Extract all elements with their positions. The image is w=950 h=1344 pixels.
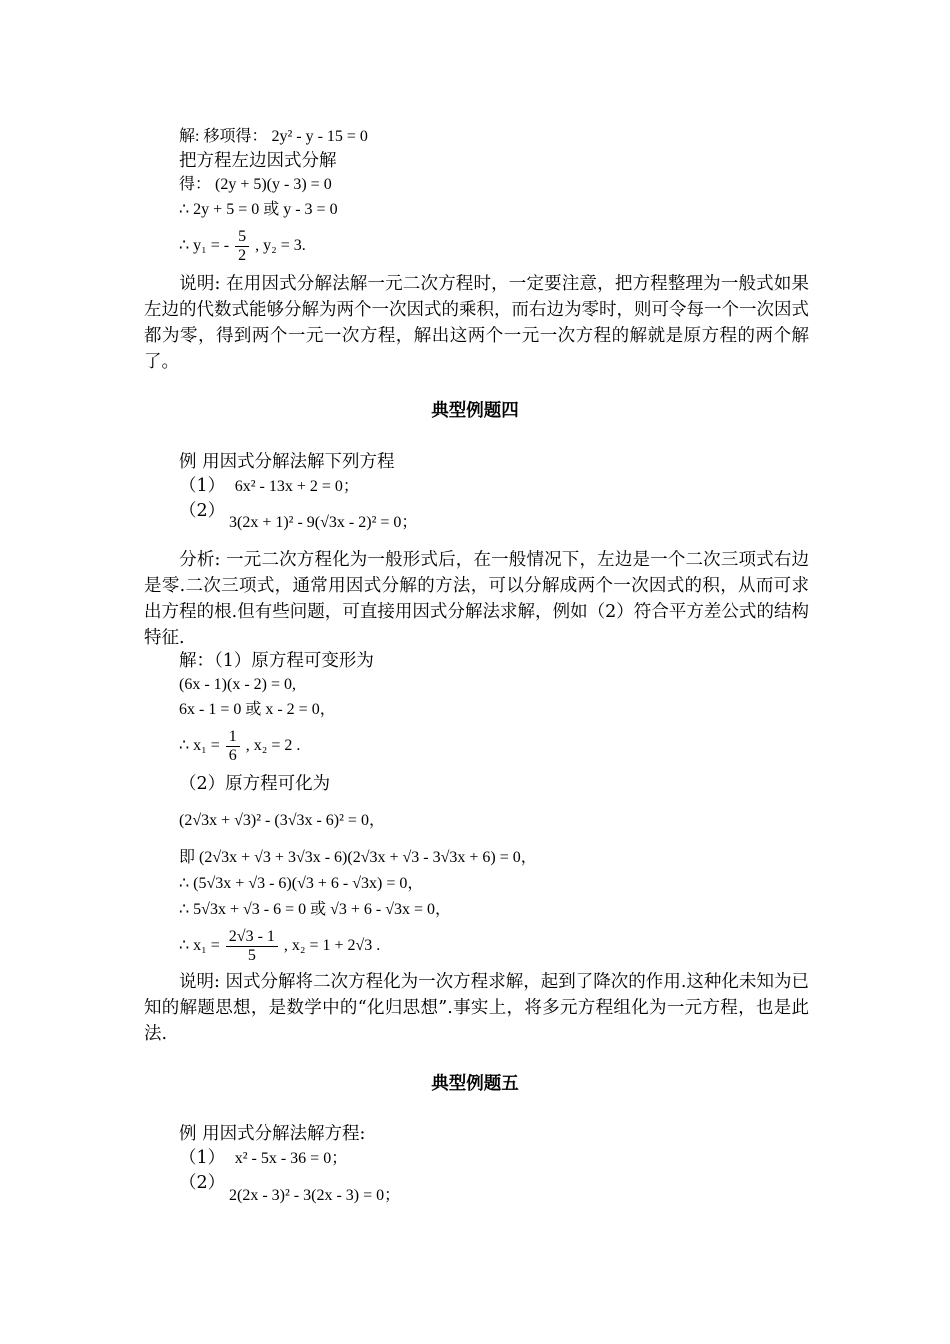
solution-step-move-terms: 解: 移项得： 2y² - y - 15 = 0 bbox=[179, 128, 368, 145]
problem-equation: 6x² - 13x + 2 = 0； bbox=[234, 478, 359, 495]
fraction bbox=[226, 928, 278, 965]
solution-step: (2√3x + √3)² - (3√3x - 6)² = 0， bbox=[179, 812, 385, 829]
note-text: 说明: 在用因式分解法解一元二次方程时，一定要注意，把方程整理为一般式如果左边的代数式能够分解为两个一次因式的乘积，而右边为零时，则可令每一个一次因式都为零，得到两个一元一次方程，解出这两个一元一次方程的解就是原方程的两个解了。 bbox=[144, 274, 809, 372]
note-paragraph bbox=[144, 969, 809, 1047]
problem-2-equation: 3(2x + 1)² - 9(√3x - 2)² = 0； bbox=[229, 514, 418, 531]
section-heading: 典型例题四 bbox=[431, 401, 519, 421]
solution-step-factor-text: 把方程左边因式分解 bbox=[179, 151, 337, 171]
solution-step: 6x - 1 = 0 或 x - 2 = 0， bbox=[179, 701, 336, 718]
result-suffix: , x₂ = 2 . bbox=[245, 737, 301, 755]
result-prefix: ∴ x₁ = bbox=[179, 937, 220, 955]
problem-label: （1） bbox=[179, 476, 226, 496]
problem-2-equation: 2(2x - 3)² - 3(2x - 3) = 0； bbox=[229, 1187, 401, 1204]
solution-step: ∴ 5√3x + √3 - 6 = 0 或 √3 + 6 - √3x = 0， bbox=[179, 901, 452, 918]
fraction-denominator: 6 bbox=[228, 747, 237, 764]
fraction-numerator: 2√3 - 1 bbox=[226, 928, 278, 947]
problem-equation: x² - 5x - 36 = 0； bbox=[234, 1150, 348, 1167]
fraction bbox=[226, 728, 240, 765]
result-prefix: ∴ x₁ = bbox=[179, 737, 220, 755]
example-prompt: 例 用因式分解法解方程: bbox=[179, 1124, 366, 1144]
problem-1 bbox=[179, 475, 359, 498]
fraction-denominator: 2 bbox=[238, 247, 247, 264]
solution-result bbox=[179, 928, 380, 965]
example-prompt: 例 用因式分解法解下列方程 bbox=[179, 452, 395, 472]
fraction bbox=[235, 228, 249, 265]
solution-step: ∴ (5√3x + √3 - 6)(√3 + 6 - √3x) = 0， bbox=[179, 875, 424, 892]
analysis-text: 分析: 一元二次方程化为一般形式后，在一般情况下，左边是一个二次三项式右边是零.二次三项式，通常用因式分解的方法，可以分解成两个一次因式的积，从而可求出方程的根.但有些问题，可直接用因式分解法求解，例如（2）符合平方差公式的结构特征. bbox=[144, 550, 809, 648]
result-prefix: ∴ y₁ = - bbox=[179, 237, 230, 255]
problem-label: （1） bbox=[179, 1148, 226, 1168]
fraction-numerator: 1 bbox=[226, 728, 240, 747]
solution-step-factored: 得： (2y + 5)(y - 3) = 0 bbox=[179, 176, 332, 193]
problem-2-label: （2） bbox=[179, 1173, 226, 1193]
fraction-denominator: 5 bbox=[247, 947, 256, 964]
solution-step: (6x - 1)(x - 2) = 0, bbox=[179, 676, 296, 693]
problem-2-label: （2） bbox=[179, 501, 226, 521]
solution-heading: 解：（1）原方程可变形为 bbox=[179, 651, 374, 671]
solution-step: 即 (2√3x + √3 + 3√3x - 6)(2√3x + √3 - 3√3x + 6) = 0， bbox=[179, 849, 537, 866]
solution-result bbox=[179, 228, 306, 265]
solution-result bbox=[179, 728, 300, 765]
result-suffix: , y₂ = 3. bbox=[255, 237, 306, 255]
fraction-numerator: 5 bbox=[235, 228, 249, 247]
section-heading: 典型例题五 bbox=[431, 1074, 519, 1094]
solution-step-split: ∴ 2y + 5 = 0 或 y - 3 = 0 bbox=[179, 201, 338, 218]
problem-1 bbox=[179, 1147, 347, 1170]
solution-subheading: （2）原方程可化为 bbox=[179, 774, 331, 794]
note-text: 说明: 因式分解将二次方程化为一次方程求解，起到了降次的作用.这种化未知为已知的解题思想，是数学中的“化归思想”.事实上，将多元方程组化为一元方程，也是此法. bbox=[144, 972, 809, 1044]
analysis-paragraph bbox=[144, 547, 809, 651]
note-paragraph bbox=[144, 271, 809, 375]
result-suffix: , x₂ = 1 + 2√3 . bbox=[283, 937, 381, 955]
